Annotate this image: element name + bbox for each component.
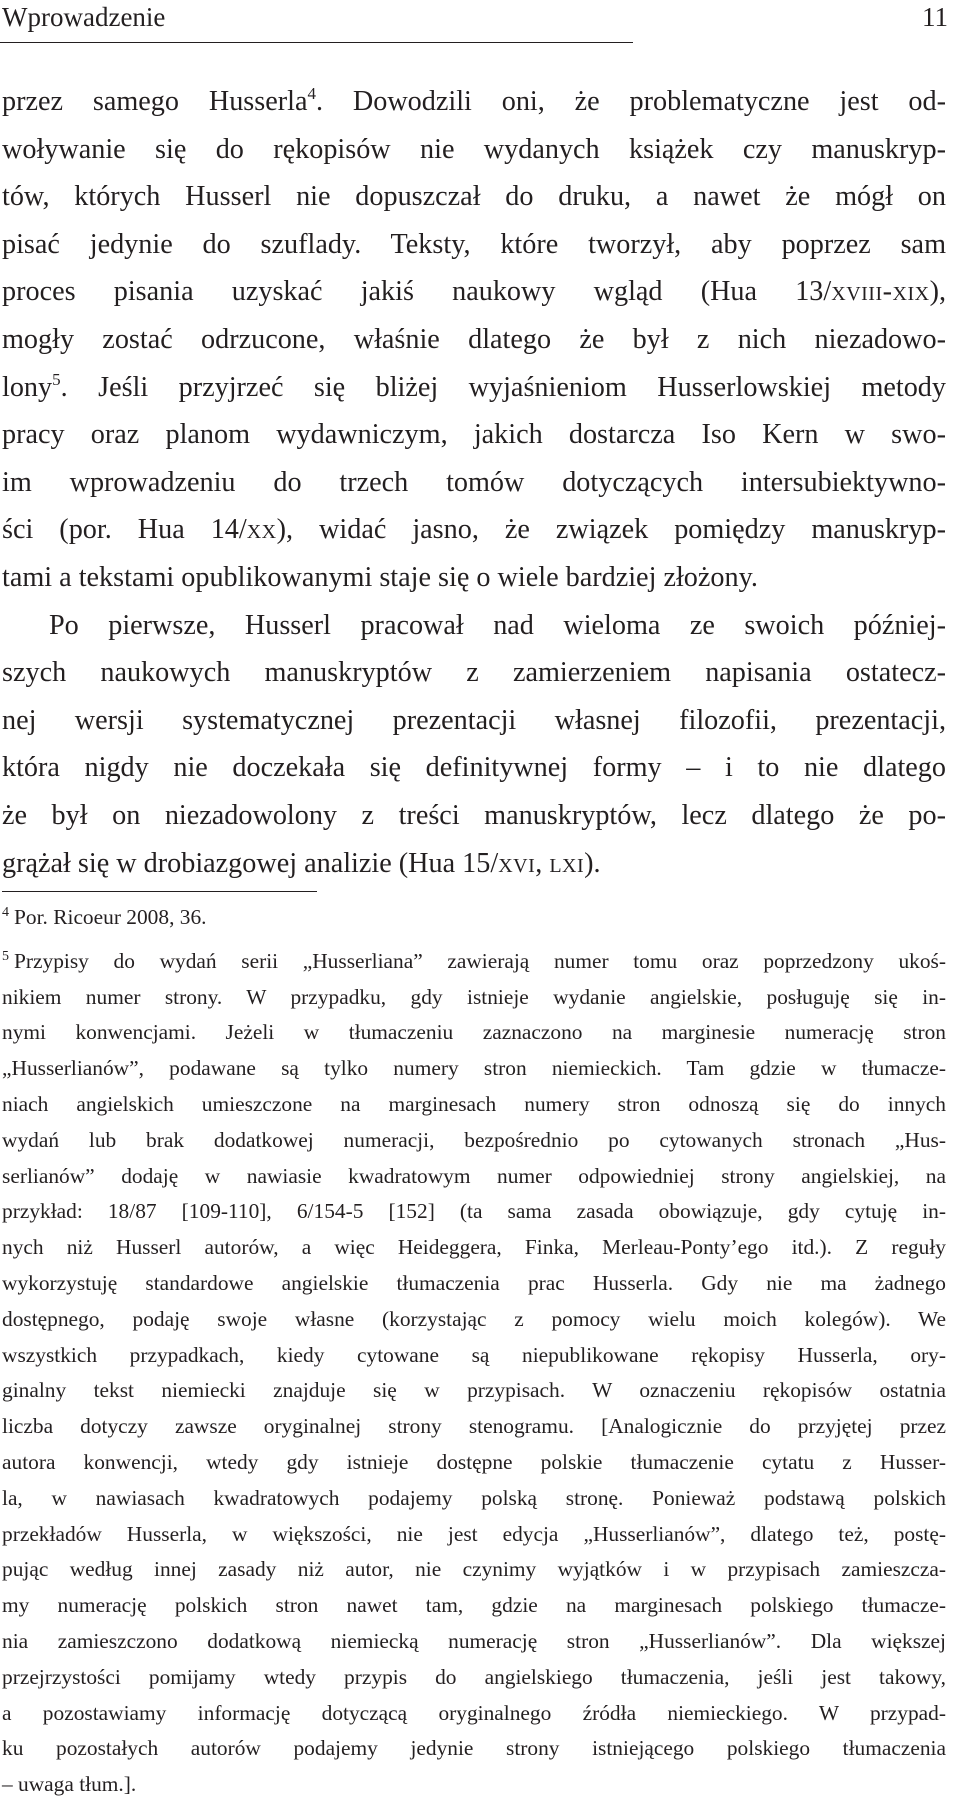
footnote-ref-4: 4 [307,84,316,103]
page-number: 11 [922,2,948,32]
footnote-line: nikiem numer strony. W przypadku, gdy istnieje wydanie angielskie, posługuję się in- [2,984,946,1009]
footnote-line: Przypisy do wydań serii „Husserliana” zawierają numer tomu oraz poprzedzony ukoś- [14,948,946,973]
paragraph-2 [2,602,946,888]
roman-numeral: xx [246,514,277,546]
footnote-line: przekładów Husserla, w większości, nie jest edycja „Husserlianów”, dlatego też, postę- [2,1521,946,1546]
text-line: woływanie się do rękopisów nie wydanych książek czy manuskryp- [2,133,946,165]
footnote-line: autora konwencji, wtedy gdy istnieje dostępne polskie tłumaczenie cytatu z Husser- [2,1449,946,1474]
footnote-line: liczba dotyczy zawsze oryginalnej strony stenogramu. [Analogicznie do przyjętej przez [2,1414,946,1439]
text-line: nej wersji systematycznej prezentacji własnej filozofii, prezentacji, [2,704,946,736]
footnote-mark: 4 [2,905,9,920]
footnote-line: przejrzystości pomijamy wtedy przypis do angielskiego tłumaczenia, jeśli jest takowy, [2,1664,946,1689]
footnote-line: my numerację polskich stron nawet tam, gdzie na marginesach polskiego tłumacze- [2,1593,946,1618]
text-line: im wprowadzeniu do trzech tomów dotyczących intersubiektywno- [2,466,946,498]
footnote-line: nych niż Husserl autorów, a więc Heideggera, Finka, Merleau-Ponty’ego itd.). Z reguły [2,1235,946,1260]
text-line: proces pisania uzyskać jakiś naukowy wgląd (Hua 13/xviii-xix), [2,276,946,308]
footnote-line: wszystkich przypadkach, kiedy cytowane są niepublikowane rękopisy Husserla, ory- [2,1342,946,1367]
footnote-line: nia zamieszczono dodatkową niemiecką numerację stron „Husserlianów”. Dla większej [2,1628,946,1653]
footnote-line: – uwaga tłum.]. [2,1772,137,1797]
footnote-4 [2,900,946,936]
footnote-line: „Husserlianów”, podawane są tylko numery stron niemieckich. Tam gdzie w tłumacze- [2,1056,946,1081]
body-text [2,78,946,887]
footnote-line: ku pozostałych autorów podajemy jedynie strony istniejącego polskiego tłumaczenia [2,1736,946,1761]
footnote-line: a pozostawiamy informację dotyczącą oryginalnego źródła niemieckiego. W przypad- [2,1700,946,1725]
footnote-5 [2,944,946,1803]
footnote-line: przykład: 18/87 [109-110], 6/154-5 [152] (ta sama zasada obowiązuje, gdy cytuję in- [2,1199,946,1224]
text-line: mogły zostać odrzucone, właśnie dlatego że był z nich niezadowo- [2,323,946,355]
running-header [0,0,948,38]
text-line: pracy oraz planom wydawniczym, jakich dostarcza Iso Kern w swo- [2,419,946,451]
text-line: która nigdy nie doczekała się definitywnej formy – i to nie dlatego [2,752,946,784]
running-header-title: Wprowadzenie [2,2,166,32]
text-line: przez samego Husserla$^4$. Dowodzili oni, że problematyczne jest od- [2,84,946,117]
footnote-ref-5: 5 [52,369,61,389]
paragraph-1 [2,78,946,602]
footnote-line: niach angielskich umieszczone na marginesach numery stron odnoszą się do innych [2,1091,946,1116]
footnote-line: pując według innej zasady niż autor, nie czynimy wyjątków i w przypisach zamieszcza- [2,1557,946,1582]
text-line: grążał się w drobiazgowej analizie (Hua 15/xvi, lxi). [2,847,601,879]
footnote-line: la, w nawiasach kwadratowych podajemy polską stronę. Ponieważ podstawą polskich [2,1485,946,1510]
text-line: lony$^5$. Jeśli przyjrzeć się bliżej wyjaśnieniom Husserlowskiej metody [2,369,946,403]
footnotes [2,900,946,1803]
footnote-line: serlianów” dodaję w nawiasie kwadratowym numer odpowiedniej strony angielskiej, na [2,1163,946,1188]
text-line: że był on niezadowolony z treści manuskryptów, lecz dlatego że po- [2,799,946,831]
text-line: tów, których Husserl nie dopuszczał do druku, a nawet że mógł on [2,181,946,213]
roman-numeral: lxi [549,847,585,879]
roman-numeral: xviii-xix [831,276,930,308]
text-line: ści (por. Hua 14/xx), widać jasno, że związek pomiędzy manuskryp- [2,514,946,546]
footnote-line: wykorzystuję standardowe angielskie tłumaczenia prac Husserla. Gdy nie ma żadnego [2,1270,946,1295]
footnote-text: Por. Ricoeur 2008, 36. [14,905,207,929]
footnote-line: nymi konwencjami. Jeżeli w tłumaczeniu zaznaczono na marginesie numerację stron [2,1020,946,1045]
footnote-rule [2,891,317,892]
footnote-line: dostępnego, podaję swoje własne (korzystając z pomocy wielu moich kolegów). We [2,1306,946,1331]
footnote-line: ginalny tekst niemiecki znajduje się w przypisach. W oznaczeniu rękopisów ostatnia [2,1378,946,1403]
text-line: pisać jedynie do szuflady. Teksty, które tworzył, aby poprzez sam [2,228,946,260]
text-line: Po pierwsze, Husserl pracował nad wieloma ze swoich później- [49,609,946,641]
footnote-mark: 5 [2,948,9,964]
text-line: tami a tekstami opublikowanymi staje się o wiele bardziej złożony. [2,561,758,593]
header-rule [0,42,633,43]
text-line: szych naukowych manuskryptów z zamierzeniem napisania ostatecz- [2,657,946,689]
roman-numeral: xvi [498,847,536,879]
footnote-line: wydań lub brak dodatkowej numeracji, bezpośrednio po cytowanych stronach „Hus- [2,1127,946,1152]
